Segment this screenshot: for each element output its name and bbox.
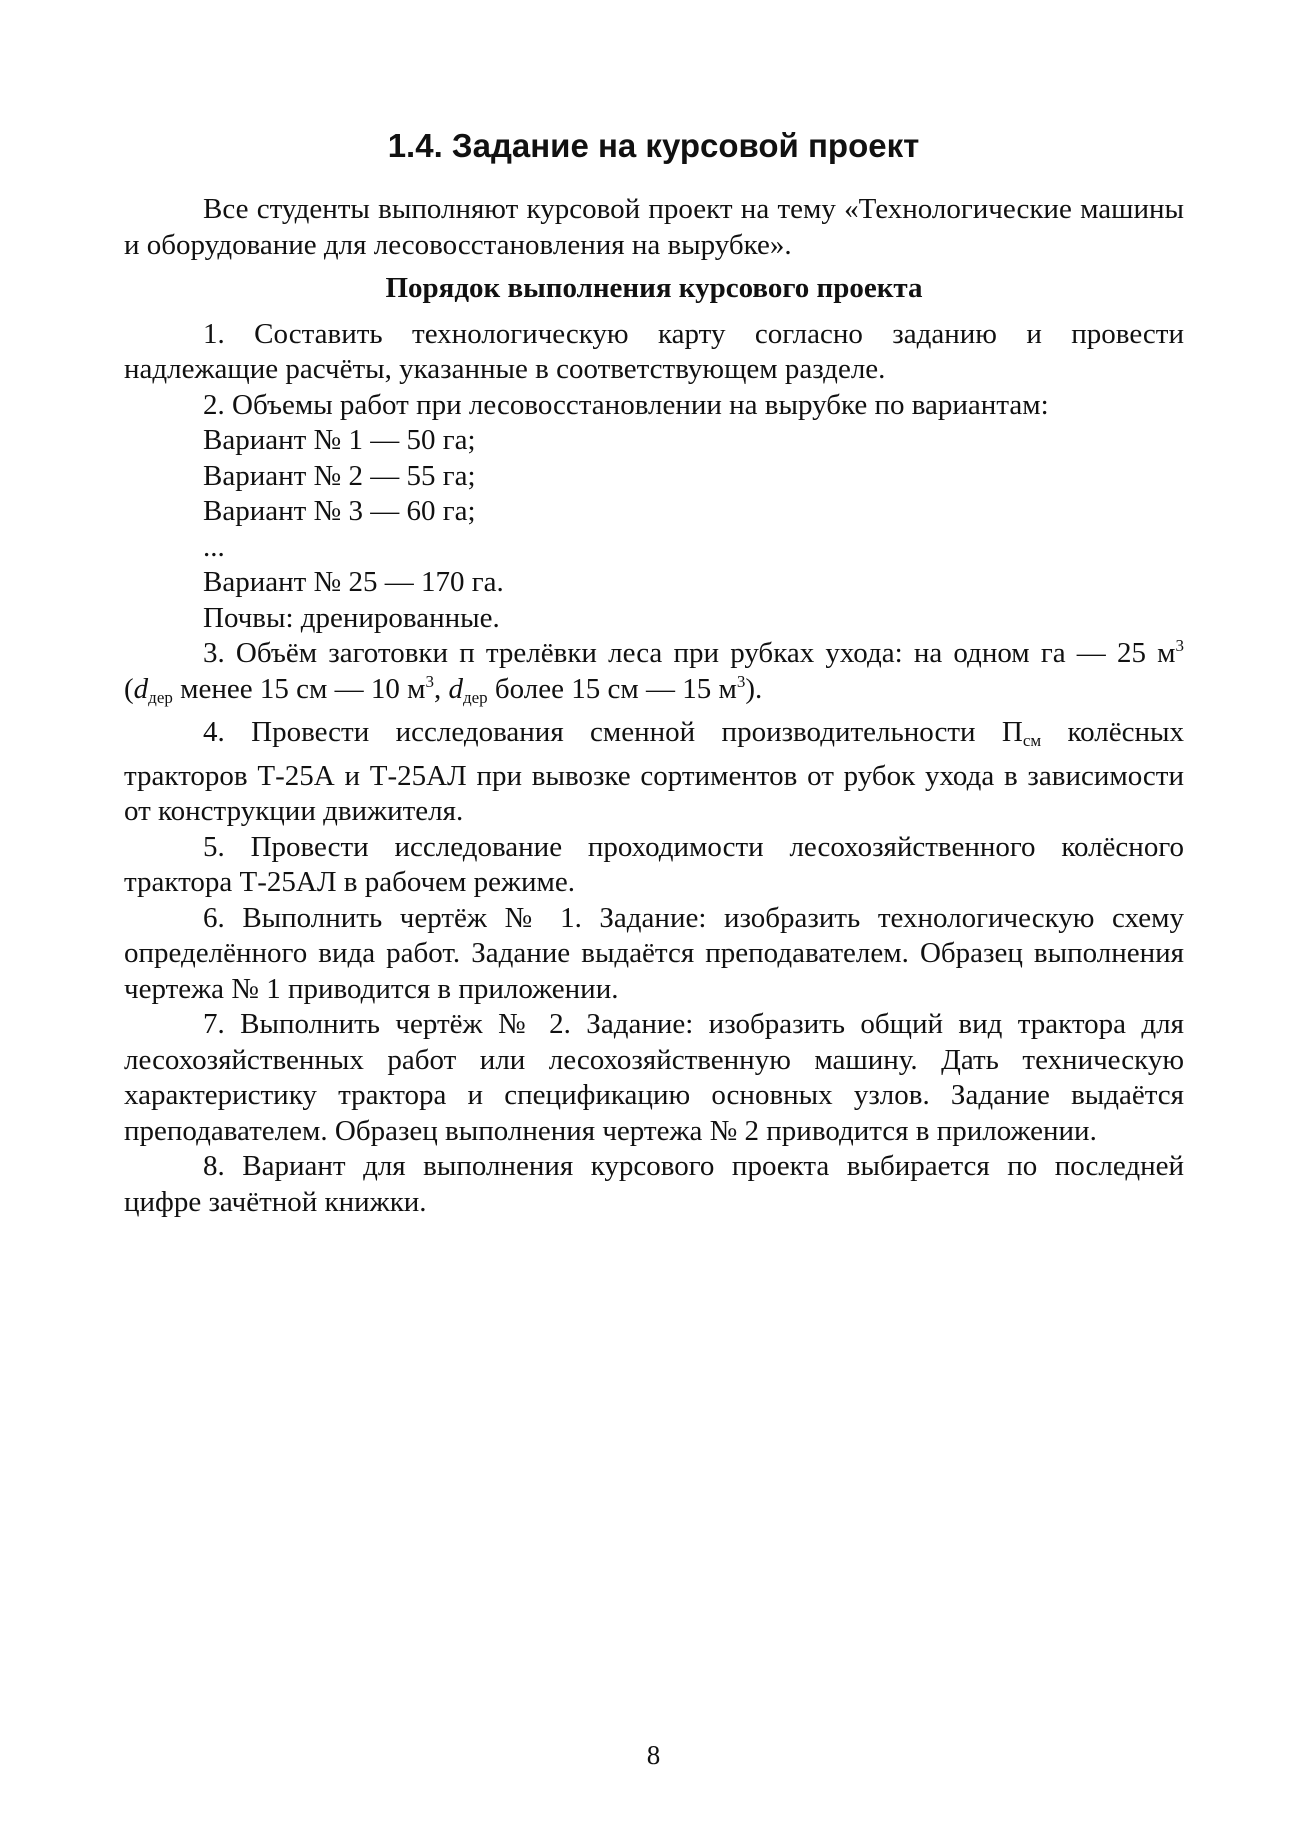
item-2: 2. Объемы работ при лесовосстановлении на вырубке по вариантам: xyxy=(203,388,1049,421)
diameter-symbol: d xyxy=(133,672,149,705)
page-number: 8 xyxy=(646,1740,661,1770)
variant-line: Вариант № 25 — 170 га. xyxy=(203,566,504,598)
diameter-symbol: d xyxy=(448,672,463,705)
section-title: 1.4. Задание на курсовой проект xyxy=(387,127,920,164)
item-3-text: более 15 см — 15 м xyxy=(487,672,737,705)
variant-line: Вариант № 2 — 55 га; xyxy=(203,459,476,492)
item-3-text: менее 15 см — 10 м xyxy=(172,672,426,705)
item-4 xyxy=(124,715,1184,830)
item-5: 5. Провести исследование проходимости лесохозяйственного колёсного трактора Т-25АЛ в рабочем режиме. xyxy=(124,830,1184,898)
superscript: 3 xyxy=(425,671,434,691)
document-body xyxy=(124,192,1184,1220)
item-6: 6. Выполнить чертёж № 1. Задание: изобразить технологическую схему определённого вида работ. Задание выдаётся преподавателем. Образец выполнения чертежа № 1 приводится в приложении. xyxy=(124,901,1184,1005)
item-3-text: ). xyxy=(745,672,763,705)
subscript: дер xyxy=(462,687,488,707)
variant-ellipsis: ... xyxy=(203,530,225,563)
item-4-text: 4. Провести исследования сменной производительности П xyxy=(203,716,1023,748)
item-3-text: ( xyxy=(124,672,134,705)
item-3-text: 3. Объём заготовки п трелёвки леса при рубках ухода: на одном га — 25 м xyxy=(203,637,1176,669)
procedure-subtitle: Порядок выполнения курсового проекта xyxy=(385,272,923,304)
item-7: 7. Выполнить чертёж № 2. Задание: изобразить общий вид трактора для лесохозяйственных работ или лесохозяйственную машину. Дать техническую характеристику трактора и спецификацию основных узлов. Задание выдаётся преподавателем. Образец выполнения чертежа № 2 приводится в приложении. xyxy=(124,1008,1184,1147)
variant-line: Вариант № 3 — 60 га; xyxy=(203,495,476,527)
item-1: 1. Составить технологическую карту согласно заданию и провести надлежащие расчёты, указанные в соответствующем разделе. xyxy=(124,317,1184,385)
item-8: 8. Вариант для выполнения курсового проекта выбирается по последней цифре зачётной книжки. xyxy=(124,1150,1184,1218)
variant-line: Вариант № 1 — 50 га; xyxy=(203,424,476,456)
soils-line: Почвы: дренированные. xyxy=(203,601,500,634)
superscript: 3 xyxy=(1175,636,1184,655)
item-3 xyxy=(124,636,1184,715)
subscript: дер xyxy=(148,687,173,707)
item-4-text: колёсных тракторов Т-25А и Т-25АЛ при вывозке сортиментов от рубок ухода в зависимости от конструкции движителя. xyxy=(124,716,1184,827)
item-3-text: , xyxy=(433,672,449,705)
superscript: 3 xyxy=(736,671,746,691)
intro-paragraph: Все студенты выполняют курсовой проект на тему «Технологические машины и оборудование для лесовосстановления на вырубке». xyxy=(124,193,1184,261)
subscript: см xyxy=(1022,731,1042,750)
